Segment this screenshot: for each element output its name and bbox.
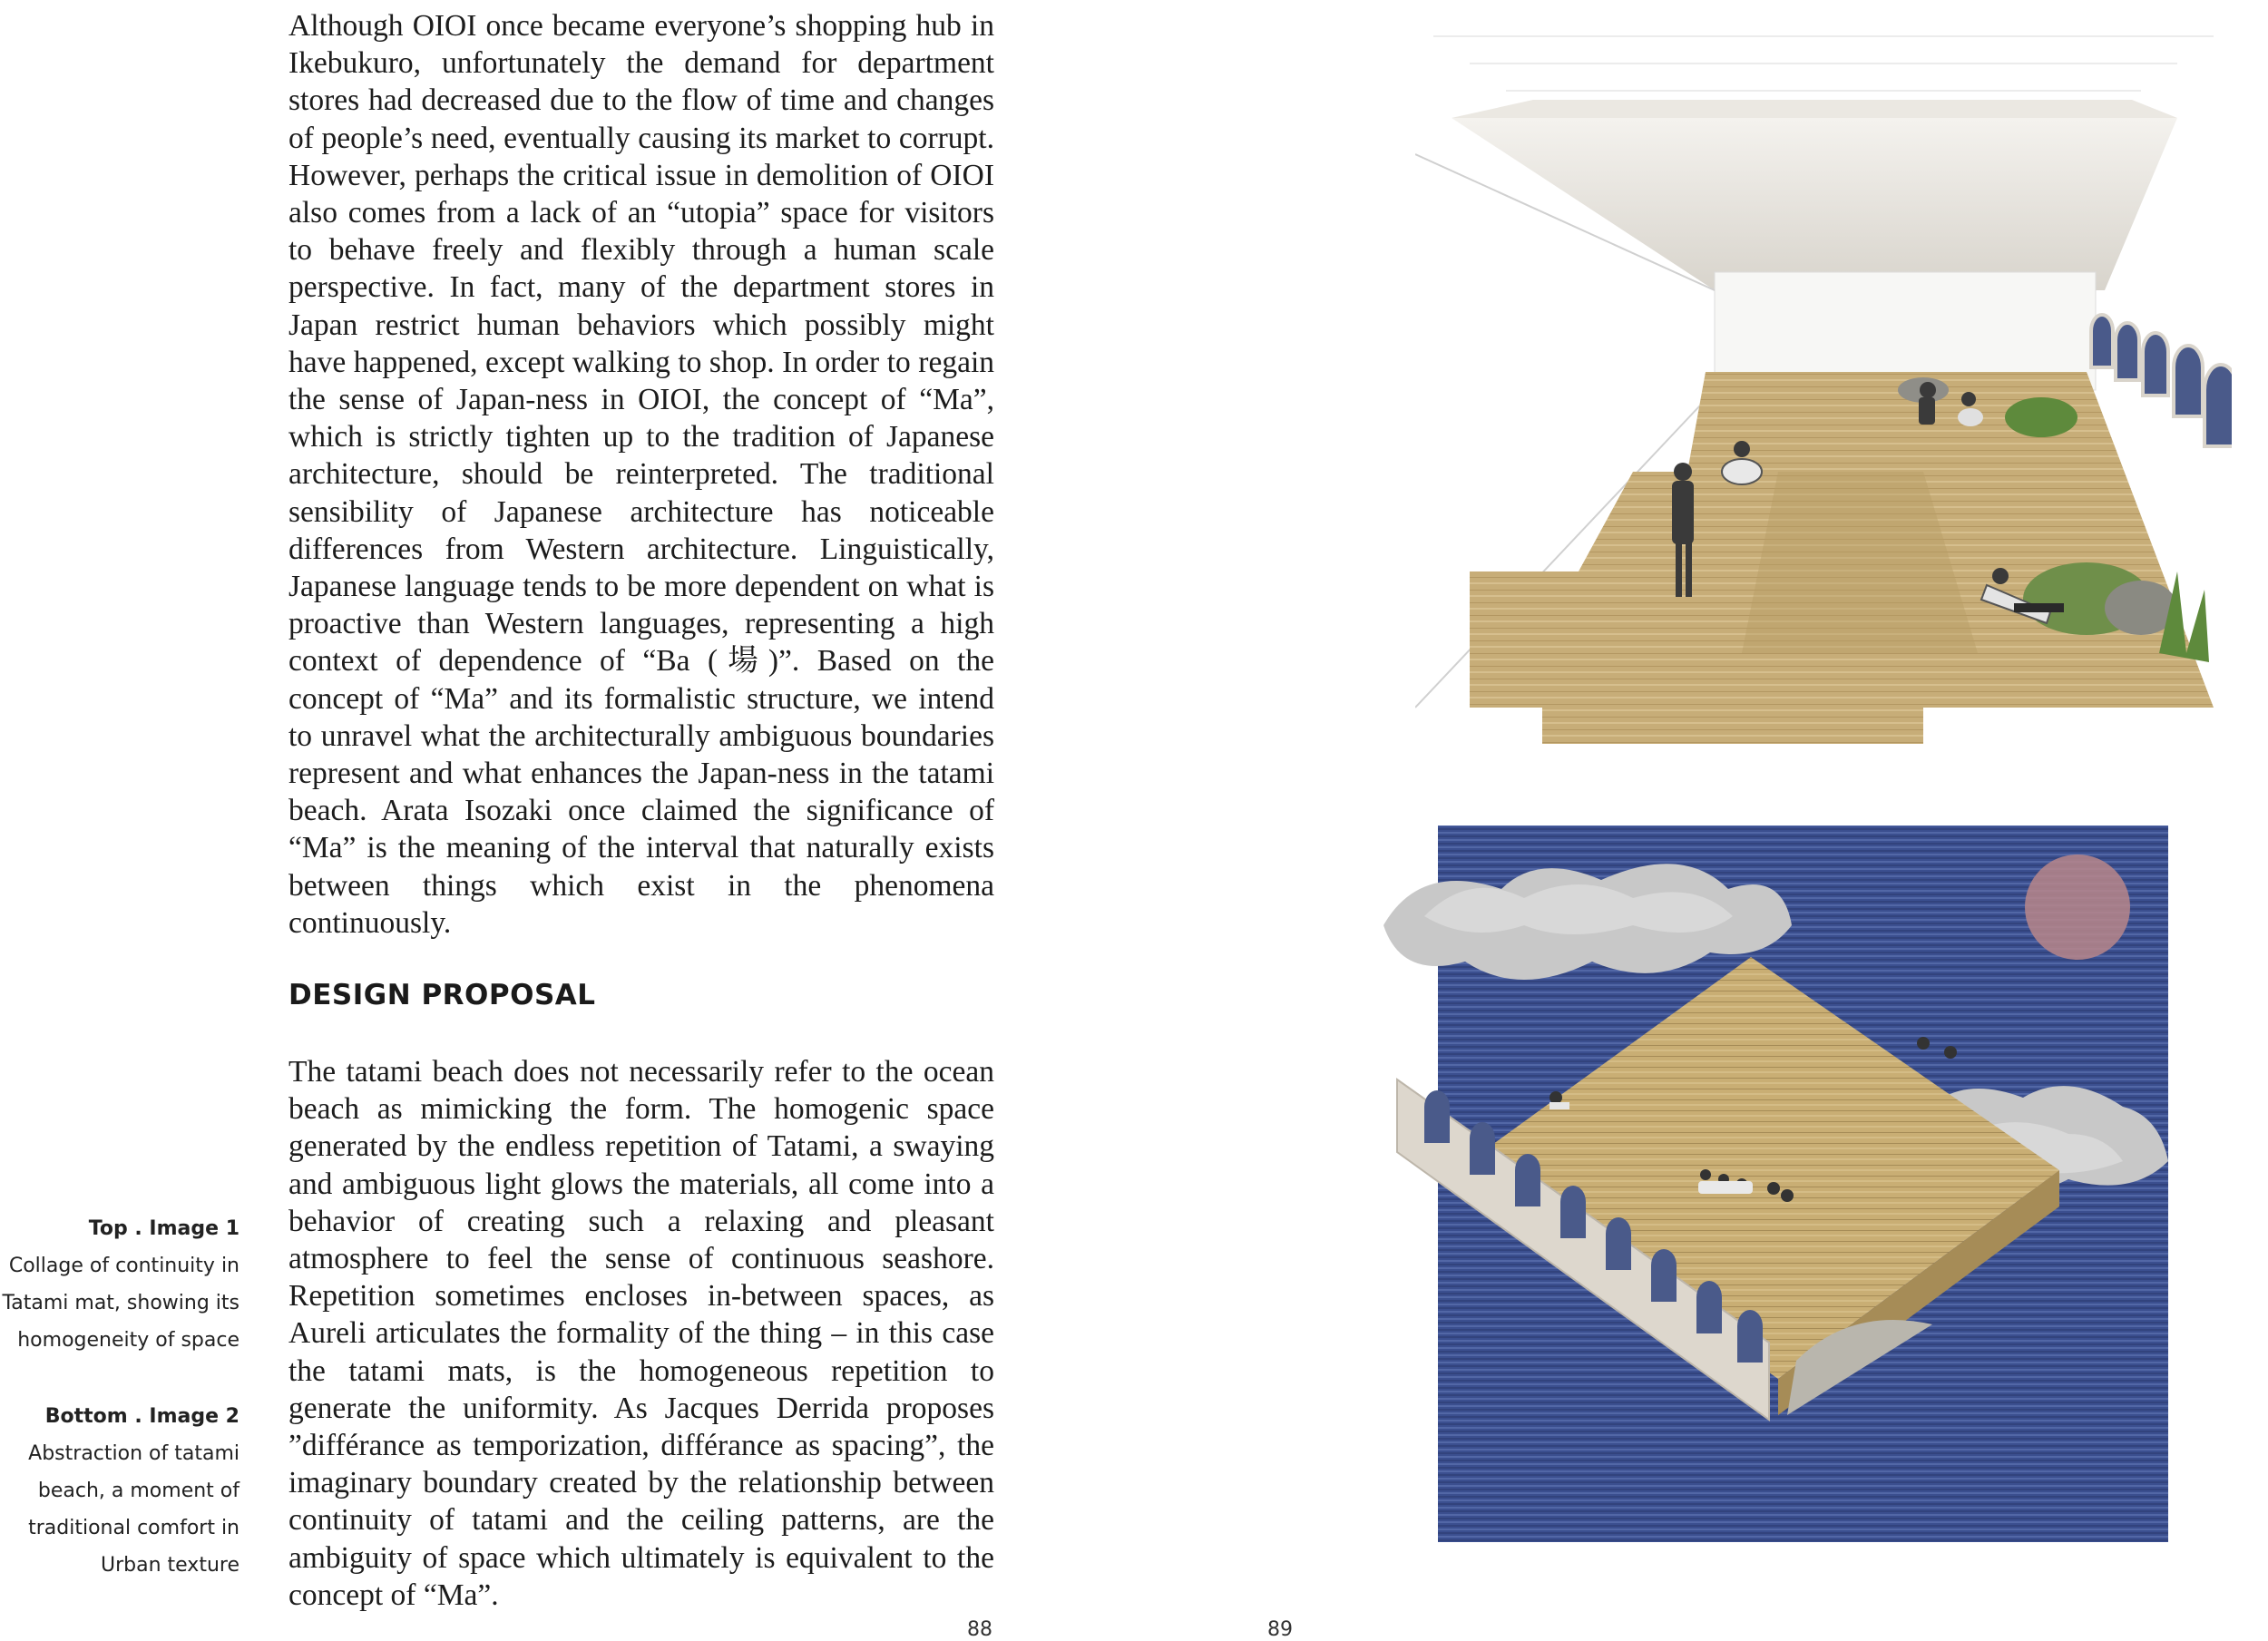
caption-top-image (0, 1210, 240, 1359)
image-bottom-axonometric (1370, 816, 2186, 1560)
page-number-right: 89 (1267, 1618, 1293, 1641)
caption-bottom-line: Urban texture (101, 1554, 240, 1577)
section-heading: DESIGN PROPOSAL (288, 979, 596, 1011)
page-number-left: 88 (967, 1618, 992, 1641)
caption-bottom-title: Bottom . Image 2 (44, 1405, 240, 1428)
caption-bottom-line: beach, a moment of (37, 1480, 240, 1502)
body-paragraph-2: The tatami beach does not necessarily refer to the ocean beach as mimicking the form. The homogenic space generated by the endless repetition of Tatami, a swaying and ambiguous light glows the materials, all come into a behavior of creating such a relaxing and pleasant atmosphere to feel the sense of continuous seashore. Repetition sometimes encloses in-between spaces, as Aureli articulates the formality of the thing – in this case the tatami mats, is the homogeneous repetition to generate the uniformity. As Jacques Derrida proposes ”différance as temporization, différance as spacing”, the imaginary boundary created by the relationship between continuity of tatami and the ceiling patterns, are the ambiguity of space which ultimately is equivalent to the concept of “Ma”. (288, 1055, 994, 1612)
ceiling-grid (1433, 36, 2214, 91)
image-top-collage (1415, 18, 2232, 744)
caption-top-line: homogeneity of space (17, 1329, 240, 1352)
caption-top-title: Top . Image 1 (88, 1217, 240, 1240)
caption-top-line: Collage of continuity in (8, 1255, 240, 1277)
arched-windows (2091, 315, 2232, 446)
caption-bottom-line: traditional comfort in (28, 1517, 240, 1539)
caption-bottom-line: Abstraction of tatami (28, 1442, 240, 1465)
sun-circle (2025, 855, 2130, 960)
ceiling-plane (1452, 118, 2177, 290)
body-paragraph-1: Although OIOI once became everyone’s shopping hub in Ikebukuro, unfortunately the demand for department stores had decreased due to the flow of time and changes of people’s need, eventually causing its market to corrupt. However, perhaps the critical issue in demolition of OIOI also comes from a lack of an “utopia” space for visitors to behave freely and flexibly through a human scale perspective. In fact, many of the department stores in Japan restrict human behaviors which possibly might have happened, except walking to shop. In order to regain the sense of Japan-ness in OIOI, the concept of “Ma”, which is strictly tighten up to the tradition of Japanese architecture, should be reinterpreted. The traditional sensibility of Japanese architecture has noticeable differences from Western architecture. Linguistically, Japanese language tends to be more dependent on what is proactive than Western languages, representing a high context of dependence of “Ba (場)”. Based on the concept of “Ma” and its formalistic structure, we intend to unravel what the architecturally ambiguous boundaries represent and what enhances the Japan-ness in the tatami beach. Arata Isozaki once claimed the significance of “Ma” is the meaning of the interval that naturally exists between things which exist in the phenomena continuously. (288, 9, 994, 940)
caption-bottom-image (0, 1398, 240, 1584)
caption-top-line: Tatami mat, showing its (2, 1292, 240, 1314)
